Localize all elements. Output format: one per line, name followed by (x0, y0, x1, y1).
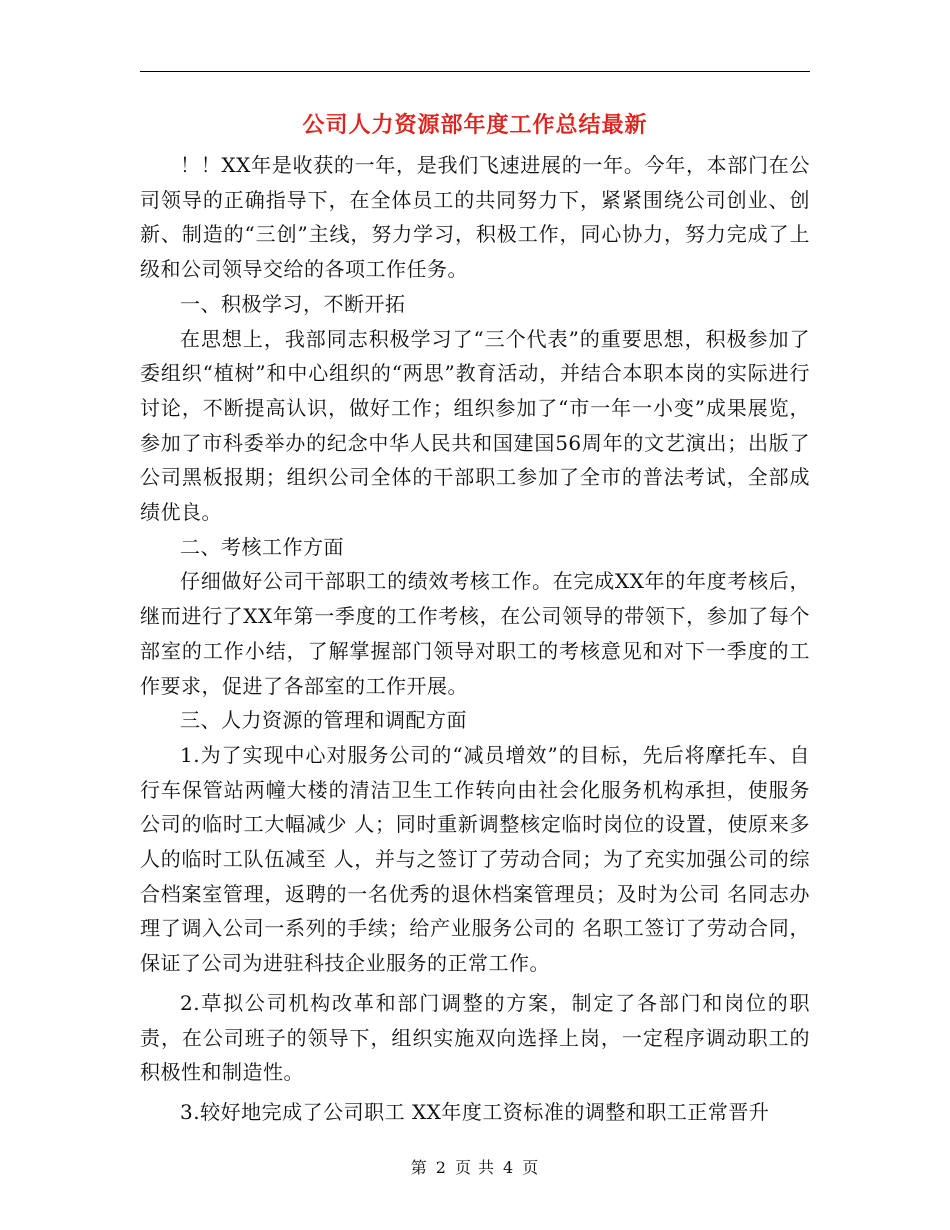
paragraph-study: 在思想上，我部同志积极学习了“三个代表”的重要思想，积极参加了 委组织“植树”和中心组织的“两思”教育活动，并结合本职本岗的实际进行讨论，不断提高认识，做好工作；组织参加了“市一年一小变”成果展览，参加了市科委举办的纪念中华人民共和国建国56周年的文艺演出；出版了公司黑板报期；组织公司全体的干部职工参加了全市的普法考试，全部成绩优良。 (140, 326, 810, 525)
header-rule (140, 71, 810, 72)
section-heading-1: 一、积极学习，不断开拓 (180, 291, 406, 316)
paragraph-intro: ！！XX年是收获的一年，是我们飞速进展的一年。今年，本部门在公司领导的正确指导下，在全体员工的共同努力下，紧紧围绕公司创业、创新、制造的“三创”主线，努力学习，积极工作，同心协力，努力完成了上级和公司领导交给的各项工作任务。 (140, 153, 810, 282)
footer-prefix: 第 (410, 1158, 428, 1177)
paragraph-item-2: 2.草拟公司机构改革和部门调整的方案，制定了各部门和岗位的职责，在公司班子的领导下，组织实施双向选择上岗，一定程序调动职工的积极性和制造性。 (140, 990, 810, 1085)
document-title: 公司人力资源部年度工作总结最新 (302, 113, 648, 138)
paragraph-assessment: 仔细做好公司干部职工的绩效考核工作。在完成XX年的年度考核后，继而进行了XX年第一季度的工作考核，在公司领导的带领下，参加了每个部室的工作小结，了解掌握部门领导对职工的考核意见和对下一季度的工作要求，促进了各部室的工作开展。 (140, 569, 810, 698)
section-heading-2: 二、考核工作方面 (180, 534, 344, 559)
document-body (140, 148, 810, 1130)
footer-middle: 页 共 (454, 1158, 496, 1177)
footer-total-pages: 4 (503, 1158, 515, 1177)
footer-suffix: 页 (522, 1158, 540, 1177)
page-footer (140, 1155, 810, 1178)
section-heading-3: 三、人力资源的管理和调配方面 (180, 708, 467, 733)
paragraph-item-3: 3.较好地完成了公司职工 XX年度工资标准的调整和职工正常晋升 (180, 1099, 770, 1124)
footer-page-number: 2 (435, 1158, 447, 1177)
paragraph-item-1: 1.为了实现中心对服务公司的“减员增效”的目标，先后将摩托车、自行车保管站两幢大楼的清洁卫生工作转向由社会化服务机构承担，使服务公司的临时工大幅减少 人；同时重新调整核定临时岗位的设置，使原来多人的临时工队伍减至 人，并与之签订了劳动合同；为了充实加强公司的综合档案室管理，返聘的一名优秀的退休档案管理员；及时为公司 名同志办理了调入公司一系列的手续；给产业服务公司的 名职工签订了劳动合同，保证了公司为进驻科技企业服务的正常工作。 (140, 742, 810, 976)
